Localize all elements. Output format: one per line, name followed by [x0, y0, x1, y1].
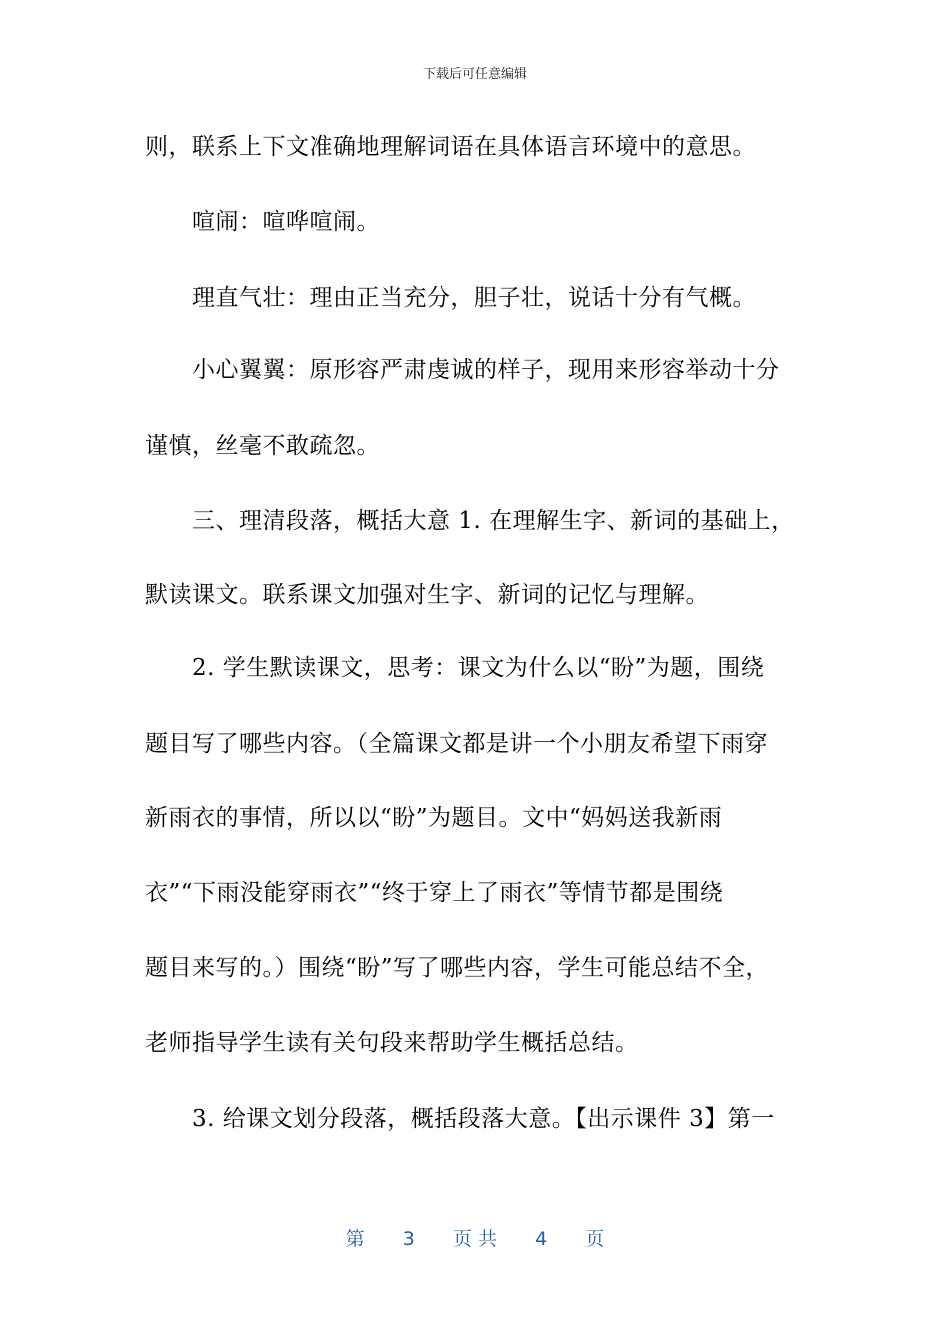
text-line-7: 默读课文。联系课文加强对生字、新词的记忆与理解。: [145, 582, 709, 608]
text-line-6: 三、理清段落，概括大意 1. 在理解生字、新词的基础上，: [192, 508, 795, 534]
footer-total-pages: 4: [535, 1228, 548, 1250]
footer-middle: 页 共: [452, 1228, 498, 1250]
text-line-13: 老师指导学生读有关句段来帮助学生概括总结。: [145, 1030, 639, 1056]
text-line-14: 3. 给课文划分段落，概括段落大意。【出示课件 3】第一: [192, 1106, 775, 1132]
text-line-4: 小心翼翼：原形容严肃虔诚的样子，现用来形容举动十分: [192, 357, 780, 383]
text-line-3: 理直气壮：理由正当充分，胆子壮，说话十分有气概。: [192, 285, 756, 311]
text-line-1: 则，联系上下文准确地理解词语在具体语言环境中的意思。: [145, 134, 756, 160]
page-header: 下载后可任意编辑: [422, 67, 527, 82]
text-line-10: 新雨衣的事情，所以以“盼”为题目。文中“妈妈送我新雨: [145, 805, 723, 831]
footer-suffix: 页: [585, 1228, 605, 1250]
text-line-2: 喧闹：喧哗喧闹。: [192, 209, 380, 235]
text-line-9: 题目写了哪些内容。（全篇课文都是讲一个小朋友希望下雨穿: [145, 731, 768, 757]
text-line-12: 题目来写的。）围绕“盼”写了哪些内容，学生可能总结不全，: [145, 955, 770, 981]
footer-prefix: 第: [345, 1228, 365, 1250]
text-line-11: 衣”“下雨没能穿雨衣”“终于穿上了雨衣”等情节都是围绕: [145, 880, 724, 906]
text-line-5: 谨慎，丝毫不敢疏忽。: [145, 433, 380, 459]
footer-current-page: 3: [402, 1228, 415, 1250]
text-line-8: 2. 学生默读课文，思考：课文为什么以“盼”为题，围绕: [192, 655, 765, 681]
page-footer: [0, 1226, 950, 1252]
